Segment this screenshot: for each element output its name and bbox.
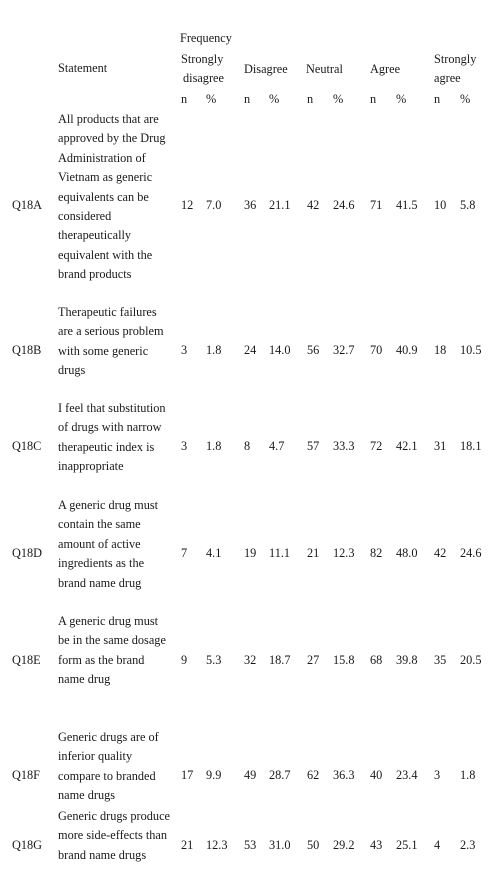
cell-agree-pct: 42.1	[396, 439, 418, 453]
row-statement: Generic drugs are of inferior quality compare to branded name drugs	[58, 730, 159, 803]
cell-agree-pct: 40.9	[396, 343, 418, 357]
cell-agree-n: 40	[370, 768, 383, 782]
cell-neutral-pct: 12.3	[333, 546, 355, 560]
header-strongly-disagree-line2: disagree	[183, 71, 224, 85]
cell-disagree-pct: 28.7	[269, 768, 291, 782]
cell-strongly-disagree-n: 3	[181, 439, 188, 453]
cell-neutral-n: 50	[307, 838, 320, 852]
cell-strongly-agree-n: 4	[434, 838, 441, 852]
cell-strongly-disagree-pct: 9.9	[206, 768, 222, 782]
cell-disagree-pct: 14.0	[269, 343, 291, 357]
row-statement: A generic drug must contain the same amount of active ingredients as the brand name drug	[58, 498, 159, 590]
header-disagree: Disagree	[244, 62, 288, 76]
header-pct: %	[396, 92, 407, 106]
header-n: n	[181, 92, 188, 106]
cell-strongly-agree-pct: 24.6	[460, 546, 482, 560]
cell-strongly-disagree-pct: 1.8	[206, 439, 222, 453]
cell-agree-pct: 25.1	[396, 838, 418, 852]
cell-strongly-agree-pct: 20.5	[460, 653, 482, 667]
cell-neutral-n: 21	[307, 546, 320, 560]
cell-neutral-pct: 29.2	[333, 838, 355, 852]
header-neutral: Neutral	[306, 62, 343, 76]
cell-disagree-pct: 21.1	[269, 198, 291, 212]
cell-disagree-pct: 18.7	[269, 653, 291, 667]
cell-strongly-disagree-pct: 5.3	[206, 653, 222, 667]
cell-agree-pct: 39.8	[396, 653, 418, 667]
cell-disagree-n: 32	[244, 653, 257, 667]
cell-strongly-disagree-n: 12	[181, 198, 194, 212]
cell-strongly-disagree-n: 9	[181, 653, 188, 667]
cell-agree-pct: 23.4	[396, 768, 418, 782]
header-strongly-agree-line2: agree	[434, 71, 461, 85]
cell-strongly-agree-pct: 5.8	[460, 198, 476, 212]
row-statement: I feel that substitution of drugs with narrow therapeutic index is inappropriate	[58, 401, 166, 474]
cell-disagree-pct: 11.1	[269, 546, 291, 560]
cell-neutral-n: 57	[307, 439, 320, 453]
row-statement: Therapeutic failures are a serious problem with some generic drugs	[58, 305, 164, 378]
header-pct: %	[333, 92, 344, 106]
cell-strongly-agree-n: 18	[434, 343, 447, 357]
row-id: Q18F	[12, 768, 41, 782]
cell-strongly-agree-n: 10	[434, 198, 447, 212]
cell-neutral-pct: 36.3	[333, 768, 355, 782]
row-id: Q18G	[12, 838, 43, 852]
cell-agree-n: 82	[370, 546, 383, 560]
header-pct: %	[460, 92, 471, 106]
cell-strongly-disagree-n: 7	[181, 546, 188, 560]
cell-neutral-n: 27	[307, 653, 320, 667]
header-strongly-disagree-line1: Strongly	[181, 52, 224, 66]
cell-strongly-agree-pct: 2.3	[460, 838, 476, 852]
row-id: Q18D	[12, 546, 43, 560]
cell-strongly-agree-pct: 18.1	[460, 439, 482, 453]
header-n: n	[307, 92, 314, 106]
cell-strongly-disagree-n: 21	[181, 838, 194, 852]
cell-strongly-agree-n: 42	[434, 546, 447, 560]
cell-disagree-n: 8	[244, 439, 251, 453]
cell-strongly-disagree-pct: 1.8	[206, 343, 222, 357]
cell-agree-pct: 41.5	[396, 198, 418, 212]
cell-disagree-pct: 4.7	[269, 439, 285, 453]
cell-disagree-n: 19	[244, 546, 257, 560]
cell-disagree-n: 53	[244, 838, 257, 852]
header-strongly-agree-line1: Strongly	[434, 52, 477, 66]
cell-strongly-disagree-pct: 4.1	[206, 546, 222, 560]
cell-agree-n: 71	[370, 198, 383, 212]
row-statement: A generic drug must be in the same dosage form as the brand name drug	[58, 614, 166, 687]
header-frequency: Frequency	[180, 31, 232, 45]
cell-neutral-n: 56	[307, 343, 320, 357]
row-id: Q18A	[12, 198, 43, 212]
header-pct: %	[269, 92, 280, 106]
cell-disagree-n: 49	[244, 768, 257, 782]
cell-disagree-pct: 31.0	[269, 838, 291, 852]
cell-strongly-agree-n: 31	[434, 439, 447, 453]
cell-strongly-agree-n: 35	[434, 653, 447, 667]
header-n: n	[434, 92, 441, 106]
cell-neutral-pct: 33.3	[333, 439, 355, 453]
cell-strongly-disagree-pct: 12.3	[206, 838, 228, 852]
cell-agree-n: 68	[370, 653, 383, 667]
cell-strongly-disagree-pct: 7.0	[206, 198, 222, 212]
cell-disagree-n: 24	[244, 343, 257, 357]
cell-agree-pct: 48.0	[396, 546, 418, 560]
cell-agree-n: 70	[370, 343, 383, 357]
cell-neutral-n: 42	[307, 198, 320, 212]
cell-agree-n: 43	[370, 838, 383, 852]
row-statement: Generic drugs produce more side-effects than brand name drugs	[58, 809, 170, 862]
cell-neutral-pct: 15.8	[333, 653, 355, 667]
cell-strongly-agree-n: 3	[434, 768, 441, 782]
cell-neutral-n: 62	[307, 768, 320, 782]
header-statement: Statement	[58, 61, 108, 75]
row-id: Q18C	[12, 439, 42, 453]
header-n: n	[370, 92, 377, 106]
cell-strongly-disagree-n: 3	[181, 343, 188, 357]
cell-agree-n: 72	[370, 439, 383, 453]
header-pct: %	[206, 92, 217, 106]
cell-neutral-pct: 24.6	[333, 198, 355, 212]
cell-strongly-disagree-n: 17	[181, 768, 194, 782]
cell-strongly-agree-pct: 1.8	[460, 768, 476, 782]
cell-neutral-pct: 32.7	[333, 343, 355, 357]
row-statement: All products that are approved by the Drug Administration of Vietnam as generic equivalents can be considered therapeutically equivalent with the brand products	[58, 112, 166, 282]
row-id: Q18B	[12, 343, 42, 357]
cell-disagree-n: 36	[244, 198, 257, 212]
header-n: n	[244, 92, 251, 106]
header-agree: Agree	[370, 62, 401, 76]
cell-strongly-agree-pct: 10.5	[460, 343, 482, 357]
row-id: Q18E	[12, 653, 41, 667]
